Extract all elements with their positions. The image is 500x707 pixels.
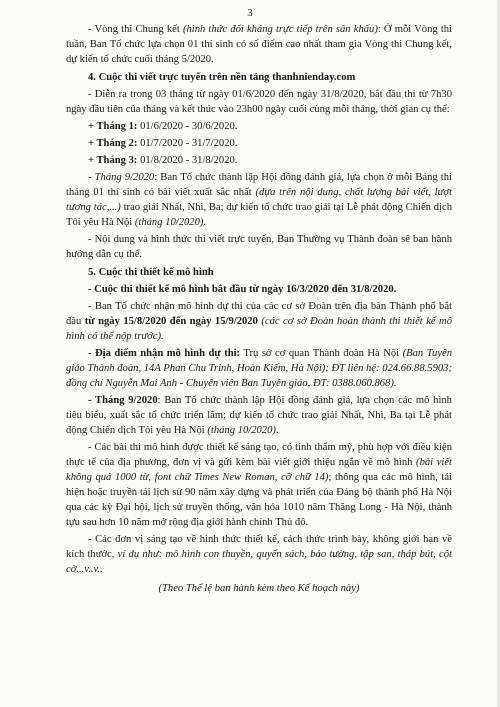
text-run-italic: (dựa trên nội dung, chất lượng bài viết, lượt tương tác,...): [66, 187, 452, 213]
heading-section-4: 4. Cuộc thi viết trực tuyến trên nền tảng thanhnienday.com: [88, 72, 356, 83]
text-run: : Ban Tổ chức thành lập Hội đồng đánh giá, lựa chọn ở mỗi Bảng thi tháng 01 thí sinh có bài viết xuất sắc nhất: [66, 172, 452, 198]
page-number: 3: [247, 7, 253, 19]
text-run: Trụ sở cơ quan Thành đoàn Hà Nội: [240, 348, 403, 359]
paragraph-contest-dates: - Cuộc thi thiết kế mô hình bắt đầu từ ngày 16/3/2020 đến 31/8/2020.: [88, 284, 397, 295]
text-run: ; thông qua các mô hình, tái hiện hoặc truyền tải lịch sử 90 năm xây dựng và phát triển của Đảng bộ thành phố Hà Nội qua các kỳ Đại hội, lịch sử truyền thống, văn hóa 1010 năm Thăng Long - Hà Nội, thành tựu sau hơn 10 năm mở rộng địa giới hành chính Thủ đô.: [66, 472, 452, 528]
text-run: : Ở mỗi Vòng thi tuần, Ban Tổ chức lựa chọn 01 thí sinh có số điểm cao nhất tham gia Vòng thi Chung kết, dự kiến tổ chức cuối tháng 5/2020.: [66, 24, 453, 65]
paragraph-guidance: - Nội dung và hình thức thi viết trực tuyến, Ban Thường vụ Thành đoàn sẽ ban hành hướng dẫn cụ thể.: [66, 234, 452, 260]
paragraph-schedule: - Diễn ra trong 03 tháng từ ngày 01/6/2020 đến ngày 31/8/2020, bắt đầu thi từ 7h30 ngày đầu tiên của tháng và kết thúc vào 23h00 ngày cuối cùng mỗi tháng, thời gian cụ thể:: [66, 89, 452, 115]
text-run-bold: - Tháng 9/2020: [88, 395, 158, 406]
paragraph-submission: [66, 299, 452, 344]
paragraph-location: [66, 346, 452, 391]
month-label: + Tháng 2:: [88, 138, 141, 149]
month-item: [88, 136, 452, 151]
paragraph-final-round: [66, 22, 452, 67]
paragraph-model-review: [66, 393, 452, 438]
paragraph-creative-forms: [66, 532, 452, 577]
month-range: 01/6/2020 - 30/6/2020.: [140, 121, 238, 132]
text-run-italic: (các cơ sở Đoàn hoàn thành thi thiết kế mô hình có thể nộp trước).: [66, 316, 452, 342]
month-item: [88, 153, 452, 168]
month-item: [88, 119, 452, 134]
month-range: 01/7/2020 - 31/7/2020.: [140, 138, 238, 149]
text-run-italic: (Ban Tuyên giáo Thành đoàn, 14A Phan Chu Trinh, Hoàn Kiếm, Hà Nội); ĐT liên hệ: 024.66.88.5903; đồng chí Nguyễn Mai Anh - Chuyên viên Ban Tuyên giáo, ĐT: 0388.060.868).: [66, 348, 453, 389]
text-run: .: [203, 217, 207, 228]
text-run: - Ban Tổ chức nhận mô hình dự thi của các cơ sở Đoàn trên địa bàn Thành phố bắt đầu: [66, 301, 452, 327]
document-body: [66, 22, 452, 598]
text-run: .: [275, 425, 279, 436]
text-run-italic: (bài viết không quá 1000 từ, font chữ Times New Roman, cỡ chữ 14): [66, 457, 452, 483]
text-run: - Các bài thi mô hình được thiết kế sáng tạo, có tính thẩm mỹ, phù hợp với điều kiện thực tế của địa phương, đơn vị và gửi kèm bài viết giới thiệu ngắn về mô hình: [66, 442, 452, 468]
heading-section-5: 5. Cuộc thi thiết kế mô hình: [88, 267, 214, 278]
text-run: - Các đơn vị sáng tạo về hình thức thiết kế, cách thức trình bày, không giới hạn về kích thước,: [66, 534, 452, 560]
text-run-italic: ví dụ như: mô hình con thuyền, quyển sách, bảo tường, tập san, tháp bút, cột cờ...v..v..: [66, 549, 452, 575]
text-run: : Ban Tổ chức thành lập Hội đồng đánh giá, lựa chọn các mô hình tiêu biểu, xuất sắc tổ chức triển lãm; dự kiến tổ chức trao giải Nhất, Nhì, Ba tại Lễ phát động Chiến dịch Tôi yêu Hà Nội: [66, 395, 452, 436]
month-label: + Tháng 1:: [88, 121, 141, 132]
paragraph-september-review: [66, 170, 452, 230]
text-run-italic: (tháng 10/2020): [134, 217, 204, 228]
text-run-italic: - Tháng 9/2020: [88, 172, 155, 183]
text-run-italic: (hình thức đối kháng trực tiếp trên sân khấu): [182, 24, 378, 35]
paragraph-model-requirements: [66, 440, 452, 530]
month-range: 01/8/2020 - 31/8/2020.: [140, 155, 238, 166]
text-run: trao giải Nhất, Nhì, Ba; dự kiến tổ chức trao giải tại Lễ phát động Chiến dịch Tôi yêu Hà Nội: [66, 202, 453, 228]
text-run: - Vòng thi Chung kết: [88, 24, 183, 35]
text-run-bold: từ ngày 15/8/2020 đến ngày 15/9/2020: [84, 316, 258, 327]
month-label: + Tháng 3:: [88, 155, 141, 166]
text-run-italic: (tháng 10/2020): [207, 425, 276, 436]
closing-note: (Theo Thể lệ ban hành kèm theo Kế hoạch này): [158, 583, 360, 594]
text-run-bold: - Địa điểm nhận mô hình dự thi:: [88, 348, 241, 359]
